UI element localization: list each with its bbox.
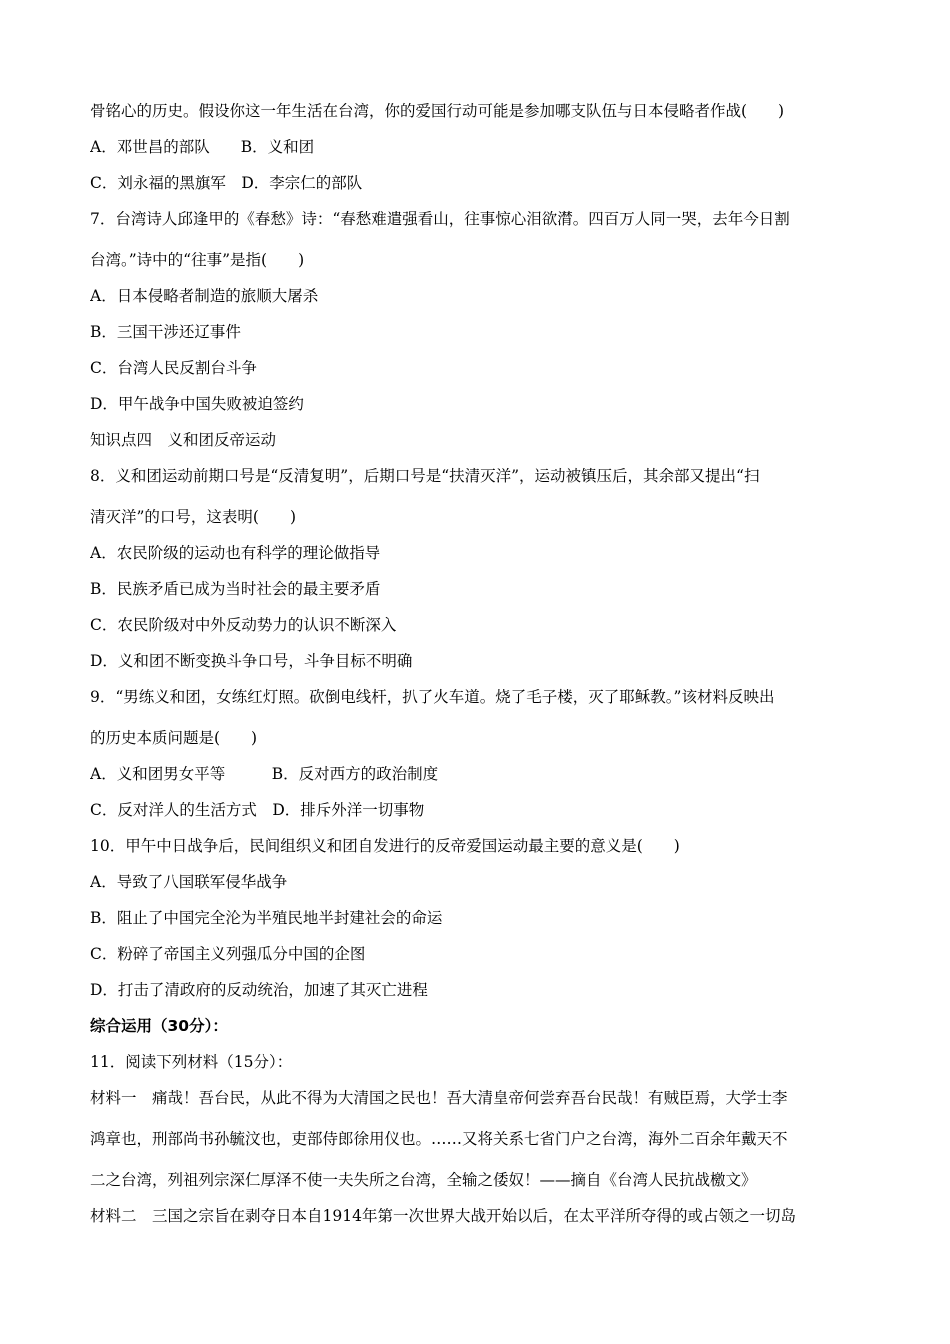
question-7-option-c: C．台湾人民反割台斗争 — [90, 359, 257, 377]
question-7-option-b: B．三国干涉还辽事件 — [90, 323, 241, 341]
question-9-options-cd: C．反对洋人的生活方式 D．排斥外洋一切事物 — [90, 801, 425, 819]
question-8-option-b: B．民族矛盾已成为当时社会的最主要矛盾 — [90, 580, 381, 598]
question-6-options-cd: C．刘永福的黑旗军 D．李宗仁的部队 — [90, 174, 363, 192]
question-10-option-a: A．导致了八国联军侵华战争 — [90, 873, 288, 891]
material-1-line-2: 鸿章也，刑部尚书孙毓汶也，吏部侍郎徐用仪也。……又将关系七省门户之台湾，海外二百余年戴天不 — [90, 1130, 788, 1148]
question-8-option-c: C．农民阶级对中外反动势力的认识不断深入 — [90, 616, 397, 634]
material-1-line-3: 二之台湾，列祖列宗深仁厚泽不使一夫失所之台湾，全输之倭奴！——摘自《台湾人民抗战檄文》 — [90, 1171, 757, 1189]
question-9-stem-continued: 的历史本质问题是( ) — [90, 729, 258, 747]
question-11-stem: 11．阅读下列材料（15分）： — [90, 1053, 293, 1071]
question-7-option-d: D．甲午战争中国失败被迫签约 — [90, 395, 304, 413]
question-8-option-a: A．农民阶级的运动也有科学的理论做指导 — [90, 544, 381, 562]
question-10-option-d: D．打击了清政府的反动统治，加速了其灭亡进程 — [90, 981, 428, 999]
question-7-stem: 7．台湾诗人邱逢甲的《春愁》诗：“春愁难遣强看山，往事惊心泪欲潸。四百万人同一哭，去年今日割 — [90, 210, 790, 228]
question-7-stem-continued: 台湾。”诗中的“往事”是指( ) — [90, 251, 305, 269]
question-7-option-a: A．日本侵略者制造的旅顺大屠杀 — [90, 287, 319, 305]
question-6-options-ab: A．邓世昌的部队 B．义和团 — [90, 138, 315, 156]
question-6-stem-continued: 骨铭心的历史。假设你这一年生活在台湾，你的爱国行动可能是参加哪支队伍与日本侵略者作战( ) — [90, 102, 785, 120]
question-8-stem-continued: 清灭洋”的口号，这表明( ) — [90, 508, 297, 526]
question-10-option-b: B．阻止了中国完全沦为半殖民地半封建社会的命运 — [90, 909, 443, 927]
material-1-line-1: 材料一 痛哉！吾台民，从此不得为大清国之民也！吾大清皇帝何尝弃吾台民哉！有贼臣焉，大学士李 — [90, 1089, 788, 1107]
section-heading: 知识点四 义和团反帝运动 — [90, 431, 277, 449]
question-8-option-d: D．义和团不断变换斗争口号，斗争目标不明确 — [90, 652, 413, 670]
material-2-line-1: 材料二 三国之宗旨在剥夺日本自1914年第一次世界大战开始以后，在太平洋所夺得的或占领之一切岛 — [90, 1207, 796, 1225]
question-9-stem: 9．“男练义和团，女练红灯照。砍倒电线杆，扒了火车道。烧了毛子楼，灭了耶稣教。”该材料反映出 — [90, 688, 775, 706]
question-10-option-c: C．粉碎了帝国主义列强瓜分中国的企图 — [90, 945, 366, 963]
section-title-comprehensive: 综合运用（30分）： — [90, 1017, 228, 1035]
question-10-stem: 10．甲午中日战争后，民间组织义和团自发进行的反帝爱国运动最主要的意义是( ) — [90, 837, 680, 855]
question-8-stem: 8．义和团运动前期口号是“反清复明”，后期口号是“扶清灭洋”，运动被镇压后，其余部又提出“扫 — [90, 467, 760, 485]
question-9-options-ab: A．义和团男女平等 B．反对西方的政治制度 — [90, 765, 439, 783]
